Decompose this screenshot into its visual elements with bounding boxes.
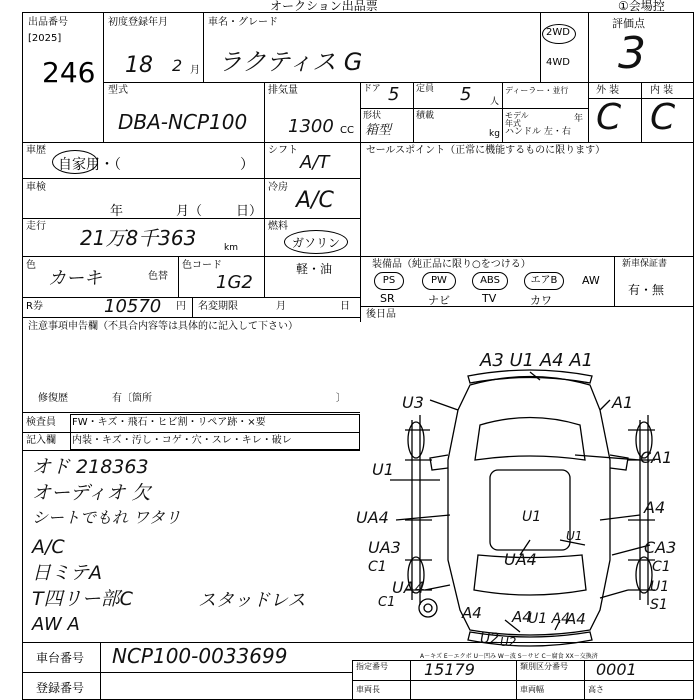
score-label: 評価点 [612, 17, 645, 30]
mark-u1-roof: U1 [522, 509, 542, 525]
equip-tv: TV [482, 292, 497, 305]
mileage-label: 走行 [26, 221, 46, 232]
equip-sr: SR [380, 292, 395, 305]
equip-leather: カワ [530, 294, 552, 307]
inspection-day: 日） [236, 204, 263, 219]
inspector-label: 検査員 [26, 417, 56, 428]
mileage-value: 21万8千363 [80, 226, 197, 250]
load-unit: kg [489, 129, 500, 139]
model-year-label: モデル年式 [505, 111, 529, 128]
mark-u3-left-front: U3 [402, 393, 424, 412]
car-name-label: 車名・グレード [208, 17, 278, 28]
fuel-light-oil: 軽・油 [296, 262, 333, 276]
equip-abs: ABS [472, 272, 508, 290]
fuel-label: 燃料 [268, 221, 288, 232]
equip-aw: AW [582, 274, 600, 287]
mark-u1-right-quarter: U1 [650, 579, 670, 595]
name-change-month: 月 [276, 301, 286, 312]
length-label: 車両長 [356, 685, 380, 694]
hw-note-5: 日ミテA [32, 562, 102, 584]
equip-navi: ナビ [428, 294, 450, 307]
diagram-legend: A－キズ E－エクボ U－凹み W－波 S－サビ C－腐食 XX－交換済 [420, 653, 598, 660]
capacity-unit: 人 [490, 97, 500, 107]
model-year-unit: 年 [574, 114, 584, 124]
shift-label: シフト [268, 145, 298, 156]
int-value: C [650, 97, 676, 138]
mark-u2-rear-bumper: U2 [500, 635, 517, 649]
mark-c1-right-rear: C1 [652, 559, 671, 575]
drive-2wd: 2WD [546, 27, 570, 38]
shape-label: 形状 [363, 111, 382, 121]
model-label: 型式 [108, 85, 128, 96]
studless-note: スタッドレス [198, 590, 306, 611]
equip-ps: PS [374, 272, 404, 290]
equip-airbag: エアB [524, 272, 564, 290]
shape-value: 箱型 [365, 123, 392, 138]
int-label: 内 装 [650, 85, 674, 96]
mark-ua4-left-door: UA4 [356, 508, 389, 527]
usage-value: 自家用・（ [58, 157, 121, 173]
mark-a4-right-door: A4 [644, 498, 666, 517]
lot-number: 246 [42, 56, 96, 89]
mark-ca3-right-rear: CA3 [644, 538, 677, 557]
sales-point-label: セールスポイント（正常に機能するものに限ります） [366, 145, 606, 156]
lot-label: 出品番号 [28, 17, 68, 28]
fuel-gasoline: ガソリン [292, 236, 341, 250]
header-title: オークション出品票 [270, 0, 378, 13]
name-change-day: 日 [340, 301, 350, 312]
inspector-label2: 記入欄 [26, 435, 56, 446]
recycle-value: 10570 [104, 296, 162, 317]
capacity-value: 5 [460, 84, 472, 105]
first-reg-year: 18 [125, 53, 153, 78]
mark-u1-roof-right: U1 [566, 529, 583, 543]
chassis-label: 車台番号 [36, 651, 85, 665]
usage-label: 車歴 [26, 145, 46, 156]
ac-label: 冷房 [268, 182, 288, 193]
mileage-unit: km [224, 243, 238, 253]
mark-ua3-left-rear: UA3 [368, 538, 401, 557]
model-value: DBA-NCP100 [118, 110, 248, 134]
color-value: カーキ [48, 268, 102, 289]
hw-note-7: AW A [32, 614, 80, 635]
drive-4wd: 4WD [546, 57, 570, 68]
mark-a4-rear-left: A4 [462, 604, 482, 622]
venue-label: ①会場控 [618, 0, 665, 13]
mark-s1-right-quarter: S1 [650, 597, 668, 613]
equip-pw: PW [422, 272, 456, 290]
first-reg-month: 2 [172, 56, 183, 75]
designation-label: 指定番号 [356, 662, 388, 671]
mark-u2-rear: U2 [480, 631, 500, 647]
load-label: 積載 [416, 111, 435, 121]
recycle-unit: 円 [176, 301, 186, 312]
first-reg-label: 初度登録年月 [108, 17, 168, 28]
car-name-value: ラクティス G [218, 48, 363, 76]
designation-value: 15179 [424, 660, 475, 679]
first-reg-month-unit: 月 [190, 65, 200, 76]
later-label: 後日品 [366, 309, 396, 320]
mark-ua4-rear-glass: UA4 [504, 550, 537, 569]
lot-year-tag: [2025] [28, 33, 62, 44]
score-value: 3 [618, 28, 646, 79]
name-change-label: 名変期限 [198, 301, 238, 312]
equipment-label: 装備品（純正品に限り○をつける） [372, 259, 531, 270]
chassis-value: NCP100-0033699 [112, 644, 288, 668]
doors-label: ドア [363, 84, 381, 94]
inspector-row2: 内装・キズ・汚し・コゲ・穴・スレ・キレ・破レ [72, 435, 292, 446]
hw-note-1: オド 218363 [32, 456, 149, 478]
mark-a1-right-front: A1 [612, 393, 634, 412]
mark-c1-left-rear: C1 [368, 559, 387, 575]
repair-value: 有〔箇所 [112, 393, 152, 404]
inspector-row1: FW・キズ・飛石・ヒビ割・リペア跡・×要 [72, 417, 266, 428]
hw-note-4: A/C [32, 536, 65, 558]
mark-front-bumper: A3 U1 A4 A1 [480, 350, 594, 371]
color-code-label: 色コード [182, 260, 222, 271]
color-label: 色 [26, 260, 36, 271]
category-value: 0001 [596, 660, 637, 679]
usage-value-close: ） [240, 157, 254, 173]
displacement-value: 1300 [288, 116, 334, 137]
mark-u1-left-fender: U1 [372, 460, 394, 479]
reg-label: 登録番号 [36, 681, 85, 695]
mark-a4-rear-right: A4 [566, 610, 586, 628]
displacement-label: 排気量 [268, 85, 298, 96]
displacement-unit: CC [340, 125, 354, 136]
repair-end: 〕 [336, 393, 346, 404]
width-label: 車両幅 [520, 685, 544, 694]
color-change-label: 色替 [148, 271, 168, 282]
hw-note-3: シートでもれ ワタリ [32, 508, 181, 527]
repair-label: 修復歴 [38, 393, 68, 404]
inspection-label: 車検 [26, 182, 46, 193]
mark-u1a4-rear-right: U1 A4 [528, 611, 571, 627]
ext-value: C [596, 97, 622, 138]
height-label: 高さ [588, 685, 604, 694]
mark-a4-rear-center: A4 [512, 608, 532, 626]
ac-value: A/C [296, 188, 334, 213]
dealer-label: ディーラー・並行 [505, 86, 569, 95]
hw-note-6: T四リー部C [32, 588, 133, 610]
mark-c1-rear-left: C1 [378, 595, 396, 610]
warranty-label: 新車保証書 [622, 259, 668, 269]
inspection-month: 月（ [176, 204, 203, 219]
inspection-year: 年 [110, 204, 124, 219]
hw-note-2: オーディオ 欠 [32, 482, 151, 504]
mark-ca1-right: CA1 [640, 448, 673, 467]
warranty-value: 有・無 [628, 283, 665, 297]
color-code: 1G2 [216, 272, 253, 293]
recycle-label: R券 [26, 301, 43, 312]
notes-label: 注意事項申告欄（不具合内容等は具体的に記入して下さい） [28, 321, 298, 332]
capacity-label: 定員 [416, 84, 435, 94]
category-label: 類別区分番号 [520, 662, 568, 671]
ext-label: 外 装 [596, 85, 620, 96]
doors-value: 5 [388, 84, 400, 105]
handle-label: ハンドル 左・右 [505, 127, 571, 137]
shift-value: A/T [300, 152, 330, 173]
mark-ua4-left-quarter: UA4 [392, 578, 425, 597]
